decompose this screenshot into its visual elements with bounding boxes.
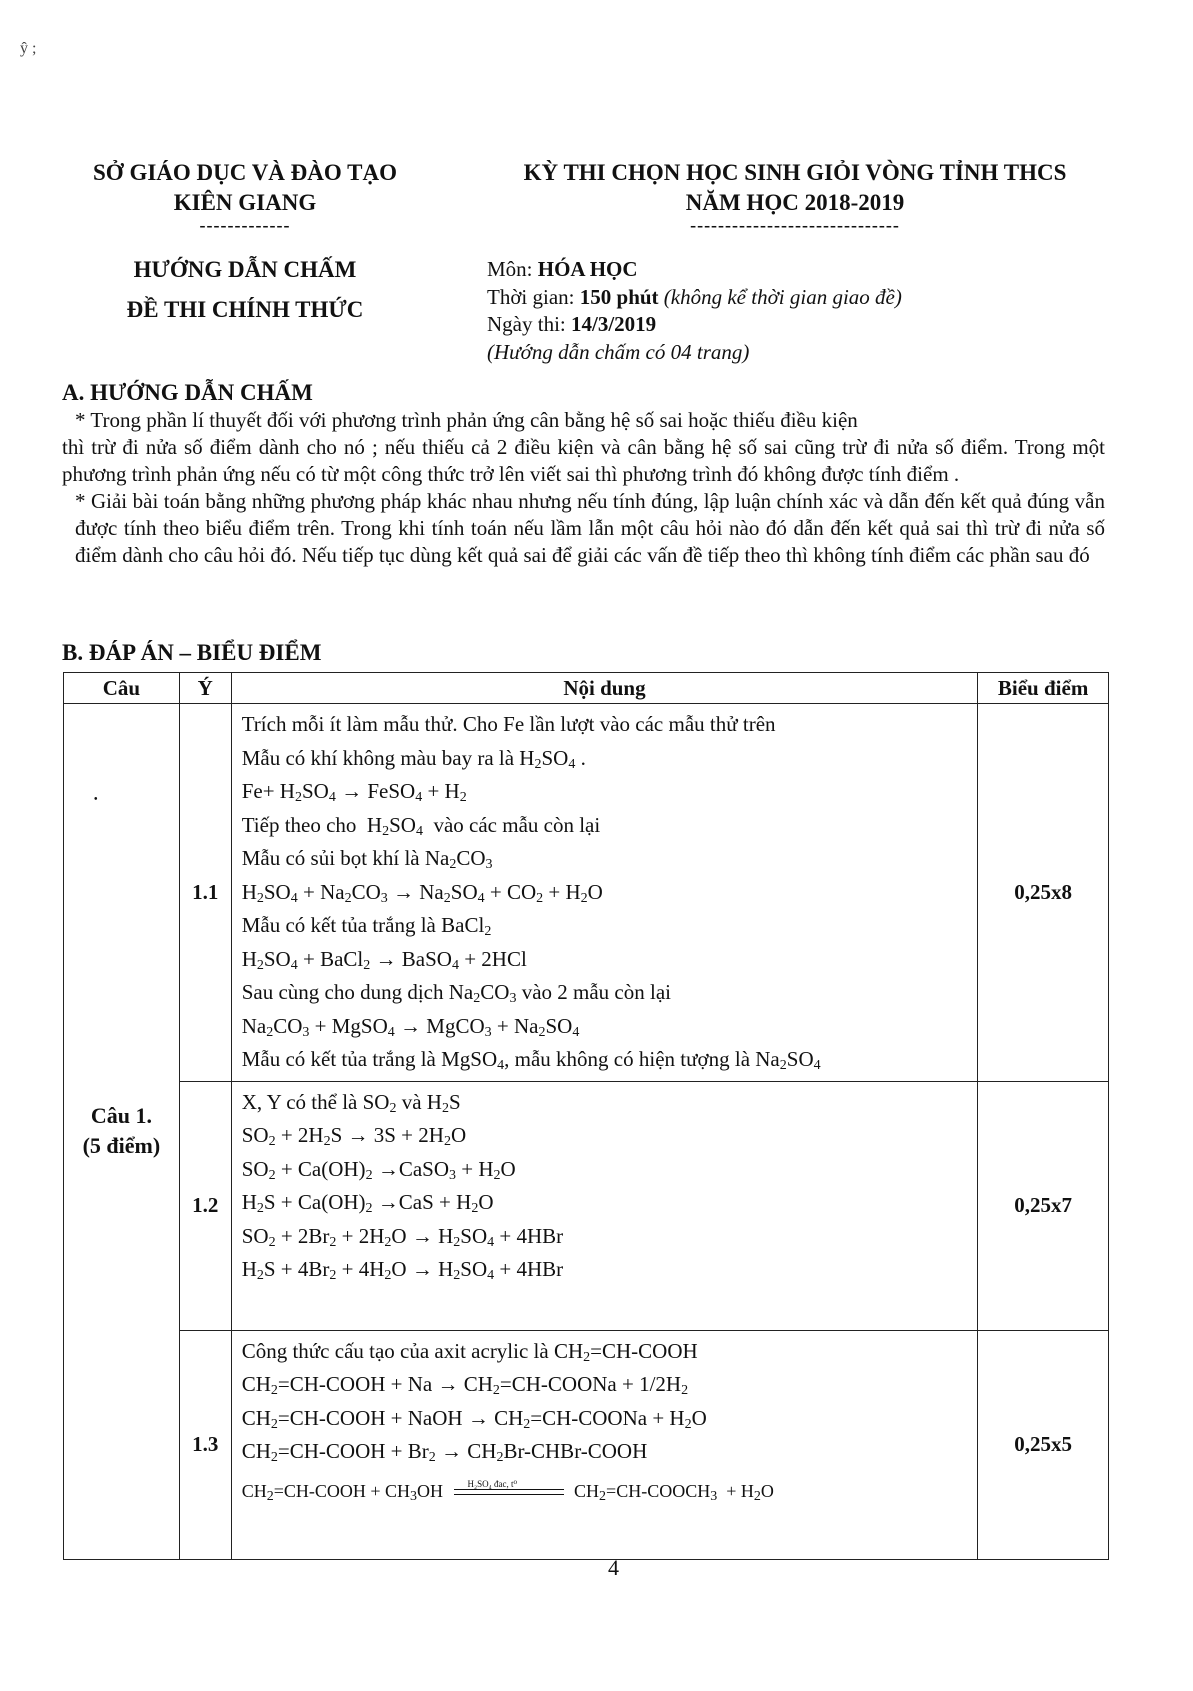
subject-value: HÓA HỌC: [537, 257, 638, 281]
line: $CH_2=CH$-COOH + $Br_2$ → $CH_2Br-CHBr$-COOH: [241, 1439, 648, 1465]
table-header-row: [64, 673, 1109, 704]
line: Mẫu có kết tủa trắng là BaCl$_2$: [241, 913, 492, 939]
line: $SO_2 + 2H_2S \to 3S + 2H_2O$: [241, 1123, 467, 1149]
score-1-3: 0,25x5: [978, 1330, 1109, 1559]
left-divider: -------------: [199, 215, 291, 235]
date-label: Ngày thi:: [487, 312, 571, 336]
line: Tiếp theo cho $H_2SO_4$ vào các mẫu còn lại: [241, 812, 601, 839]
header-content: Nội dung: [231, 673, 978, 704]
line: Công thức cấu tạo của axit acrylic là $CH_2=CH$-COOH: [241, 1338, 698, 1365]
section-a-title: A. HƯỚNG DẪN CHẤM: [62, 380, 313, 405]
pages-note: [487, 340, 749, 365]
department-name: SỞ GIÁO DỤC VÀ ĐÀO TẠO: [93, 160, 397, 185]
subject-label: Môn:: [487, 257, 538, 281]
date-value: 14/3/2019: [571, 312, 657, 336]
header-score: Biểu điểm: [978, 673, 1109, 704]
table-row-1-1: [64, 704, 1109, 1082]
cau-label: Câu 1.: [90, 1103, 152, 1129]
cau-points: (5 điểm): [82, 1133, 161, 1159]
line: $H_2S + Ca(OH)_2 \to CaS + H_2O$: [241, 1190, 494, 1216]
header-cau: Câu: [64, 673, 180, 704]
header-y: Ý: [179, 673, 231, 704]
line: $CH_2=CH$-COOH + NaOH → $CH_2=CH$-COONa + $H_2O$: [241, 1405, 707, 1432]
exam-title: KỲ THI CHỌN HỌC SINH GIỎI VÒNG TỈNH THCS: [523, 160, 1067, 185]
line: $Na_2CO_3$ + MgSO$_4$ → MgCO$_3$ + $Na_2SO_4$: [241, 1013, 580, 1040]
line: $SO_2 + Ca(OH)_2$ →CaSO$_3$ + $H_2O$: [241, 1156, 516, 1183]
line: $CH_2=CH$-COOH + $CH_3OH$ H₂SO₄ đac, t⁰ $CH_2=CH-COOCH_3 + H_2O$: [242, 1475, 968, 1509]
corner-scan-marks: ŷ ;: [20, 40, 37, 57]
stray-dot: •: [94, 794, 98, 805]
line: Trích mỗi ít làm mẫu thử. Cho Fe lần lượt vào các mẫu thử trên: [241, 712, 776, 736]
school-year: NĂM HỌC 2018-2019: [685, 190, 905, 215]
line: X, Y có thể là $SO_2$ và $H_2S$: [241, 1089, 461, 1116]
table-row-1-3: [64, 1330, 1109, 1559]
line: Mẫu có khí không màu bay ra là $H_2SO_4$ .: [241, 745, 586, 772]
line: Sau cùng cho dung dịch $Na_2CO_3$ vào 2 mẫu còn lại: [241, 980, 671, 1006]
score-1-2: 0,25x7: [978, 1081, 1109, 1330]
time-line: [487, 285, 902, 310]
table-row-1-2: [64, 1081, 1109, 1330]
official-exam-label: ĐỀ THI CHÍNH THỨC: [126, 297, 364, 322]
time-note: (không kể thời gian giao đề): [658, 285, 902, 309]
line: Mẫu có kết tủa trắng là MgSO$_4$, mẫu không có hiện tượng là $Na_2SO_4$: [241, 1047, 821, 1073]
answer-table: [63, 672, 1109, 1560]
score-1-1: 0,25x8: [978, 704, 1109, 1082]
section-b-title: B. ĐÁP ÁN – BIỂU ĐIỂM: [62, 640, 322, 665]
content-1-1: [231, 704, 978, 1082]
section-a-p1-rest: thì trừ đi nửa số điểm dành cho nó ; nếu thiếu cả 2 điều kiện và cân bằng hệ số sai cũng trừ đi nửa số điểm. Trong một phương trình phản ứng nếu có từ một công thức trở lên viết sai thì phương trình đó không được tính điểm .: [62, 435, 1105, 486]
date-line: [487, 312, 656, 337]
guide-title: HƯỚNG DẪN CHẤM: [133, 257, 357, 282]
y-1-1: 1.1: [179, 704, 231, 1082]
line: $H_2SO_4 + Na_2CO_3 \to Na_2SO_4 + CO_2 + H_2O$: [241, 879, 603, 906]
subject-line: [487, 257, 638, 282]
section-a-body: [62, 407, 1105, 569]
time-label: Thời gian:: [487, 285, 580, 309]
y-1-3: 1.3: [179, 1330, 231, 1559]
right-divider: ------------------------------: [690, 215, 900, 235]
line: $CH_2=CH$-COOH + $Na \to CH_2=CH$-COONa + $1/2H_2$: [241, 1372, 689, 1398]
line: $Fe+ H_2SO_4$ → FeSO$_4$ + $H_2$: [241, 779, 467, 805]
section-a-p1-line1: * Trong phần lí thuyết đối với phương trình phản ứng cân bằng hệ số sai hoặc thiếu điều kiện: [75, 408, 858, 432]
time-value: 150 phút: [579, 285, 659, 309]
line: Mẫu có sủi bọt khí là $Na_2CO_3$: [241, 846, 493, 872]
page-number: 4: [608, 1555, 619, 1580]
pages-note-text: (Hướng dẫn chấm có 04 trang): [487, 340, 750, 364]
content-1-2: [231, 1081, 978, 1330]
line: $H_2SO_4$ + BaCl$_2$ → BaSO$_4$ + 2HCl: [241, 946, 527, 973]
cau-cell: [64, 704, 180, 1560]
line: $SO_2 + 2Br_2 + 2H_2O \to H_2SO_4 + 4HBr$: [241, 1223, 564, 1250]
y-1-2: 1.2: [179, 1081, 231, 1330]
province-name: KIÊN GIANG: [173, 190, 317, 215]
line: $H_2S + 4Br_2 + 4H_2O \to H_2SO_4 + 4HBr$: [241, 1257, 564, 1283]
section-a-p2: * Giải bài toán bằng những phương pháp khác nhau nhưng nếu tính đúng, lập luận chính xác và dẫn đến kết quả đúng vẫn được tính theo biểu điểm trên. Trong khi tính toán nếu lầm lẫn một câu hỏi nào đó dẫn đến kết quả sai thì trừ đi nửa số điểm dành cho câu hỏi đó. Nếu tiếp tục dùng kết quả sai để giải các vấn đề tiếp theo thì không tính điểm các phần sau đó: [75, 489, 1105, 567]
content-1-3: [231, 1330, 978, 1559]
equilibrium-arrow-icon: [454, 1479, 564, 1502]
reaction-condition: H₂SO₄ đac, t⁰: [467, 1479, 518, 1490]
